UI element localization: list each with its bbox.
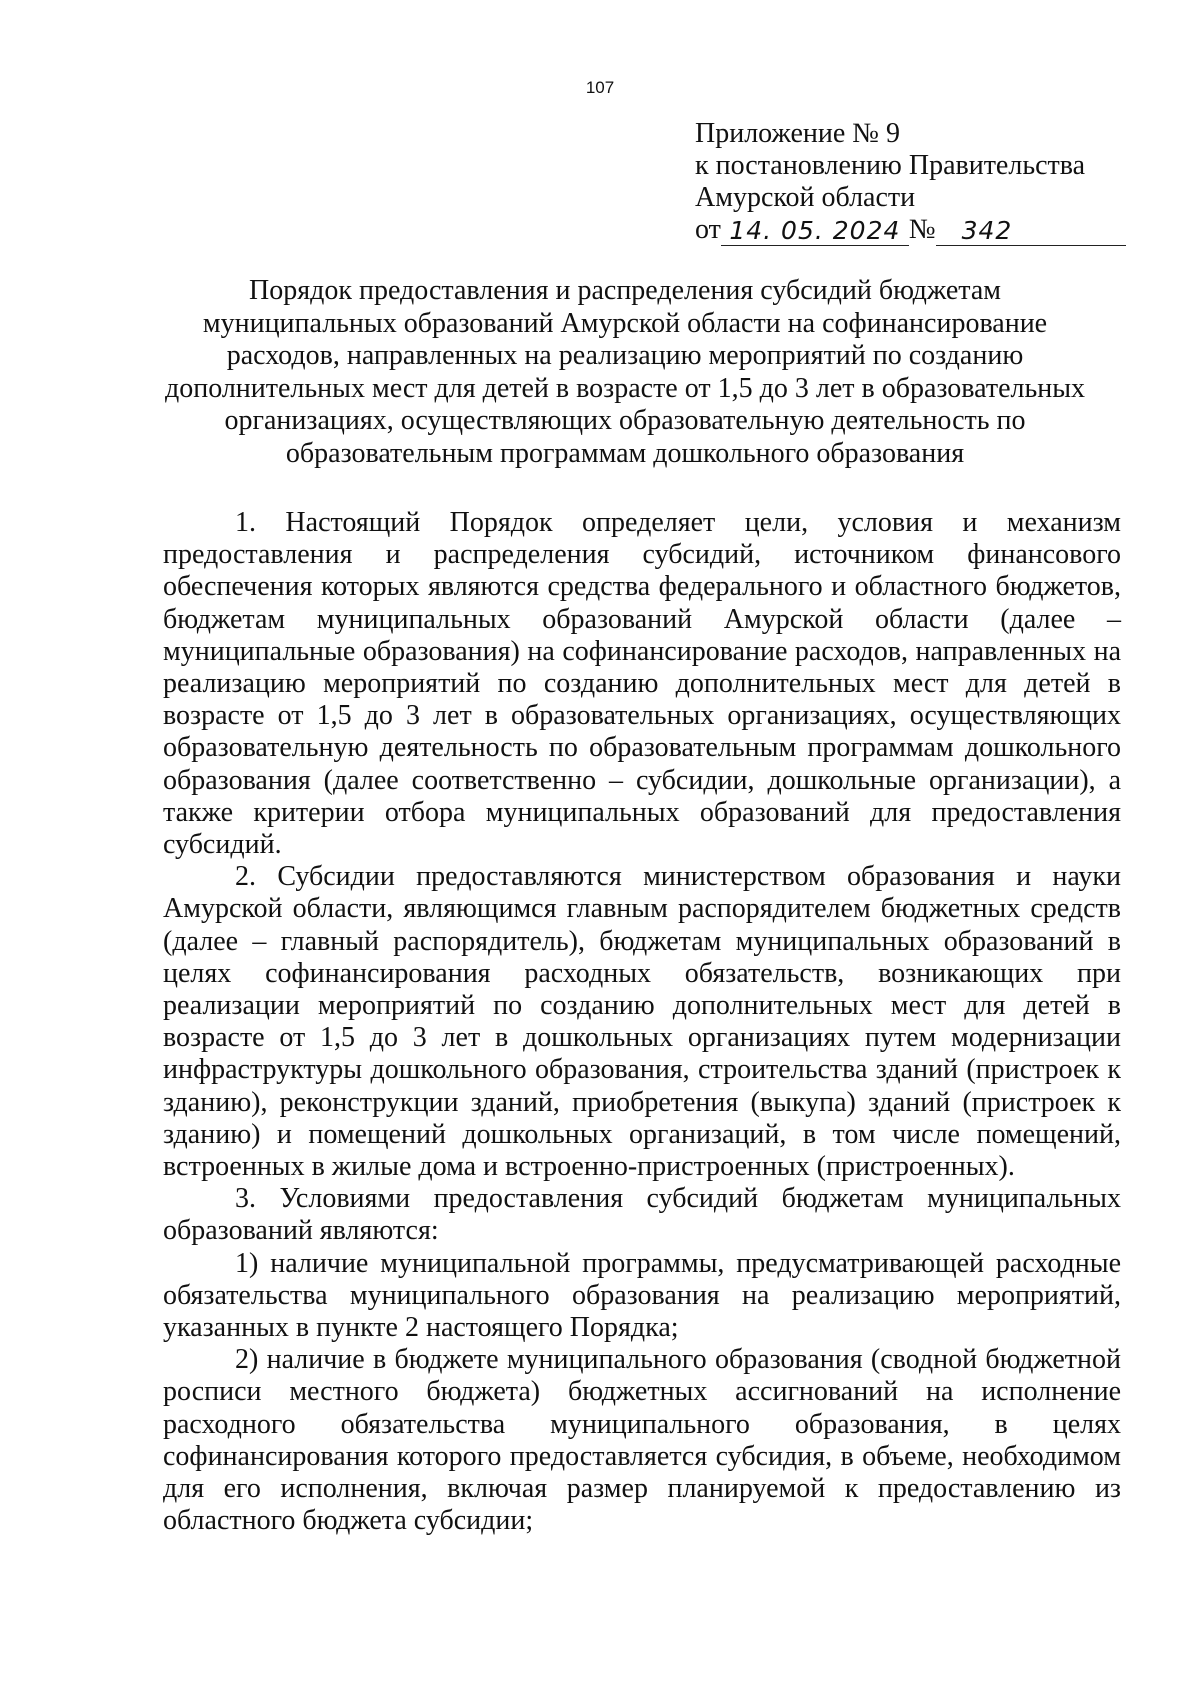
appendix-header: [695, 118, 1126, 246]
paragraph-3: 3. Условиями предоставления субсидий бюджетам муниципальных образований являются:: [163, 1183, 1121, 1247]
document-title: Порядок предоставления и распределения субсидий бюджетам муниципальных образований Амурской области на софинансирование расходов, направленных на реализацию мероприятий по созданию дополнительных мест для детей в возрасте от 1,5 до 3 лет в образовательных организациях, осуществляющих образовательную деятельность по образовательным программам дошкольного образования: [164, 275, 1086, 469]
appendix-decree-line: к постановлению Правительства: [695, 150, 1086, 181]
paragraph-3-item-1: 1) наличие муниципальной программы, предусматривающей расходные обязательства муниципального образования на реализацию мероприятий, указанных в пункте 2 настоящего Порядка;: [163, 1247, 1121, 1344]
paragraph-1: 1. Настоящий Порядок определяет цели, условия и механизм предоставления и распределения субсидий, источником финансового обеспечения которых являются средства федерального и областного бюджетов, бюджетам муниципальных образований Амурской области (далее – муниципальные образования) на софинансирование расходов, направленных на реализацию мероприятий по созданию дополнительных мест для детей в возрасте от 1,5 до 3 лет в образовательных организациях, осуществляющих образовательную деятельность по образовательным программам дошкольного образования (далее соответственно – субсидии, дошкольные организации), а также критерии отбора муниципальных образований для предоставления субсидий.: [163, 507, 1121, 861]
number-label: №: [908, 214, 936, 245]
appendix-region-line: Амурской области: [695, 182, 916, 213]
paragraph-3-item-2: 2) наличие в бюджете муниципального образования (сводной бюджетной росписи местного бюджета) бюджетных ассигнований на исполнение расходного обязательства муниципального образования, в целях софинансирования которого предоставляется субсидия, в объеме, необходимом для его исполнения, включая размер планируемой к предоставлению из областного бюджета субсидии;: [163, 1344, 1121, 1537]
handwritten-number: 342: [936, 217, 1126, 246]
handwritten-date: 14. 05. 2024: [721, 217, 909, 246]
date-prefix: от: [695, 214, 721, 245]
appendix-date-number-line: [695, 214, 1126, 246]
document-body: [163, 507, 1121, 1538]
paragraph-2: 2. Субсидии предоставляются министерством образования и науки Амурской области, являющимся главным распорядителем бюджетных средств (далее – главный распорядитель), бюджетам муниципальных образований в целях софинансирования расходных обязательств, возникающих при реализации мероприятий по созданию дополнительных мест для детей в возрасте от 1,5 до 3 лет в дошкольных организациях путем модернизации инфраструктуры дошкольного образования, строительства зданий (пристроек к зданию), реконструкции зданий, приобретения (выкупа) зданий (пристроек к зданию) и помещений дошкольных организаций, в том числе помещений, встроенных в жилые дома и встроенно-пристроенных (пристроенных).: [163, 861, 1121, 1183]
page-number: 107: [585, 78, 615, 97]
appendix-title: Приложение № 9: [695, 118, 900, 149]
